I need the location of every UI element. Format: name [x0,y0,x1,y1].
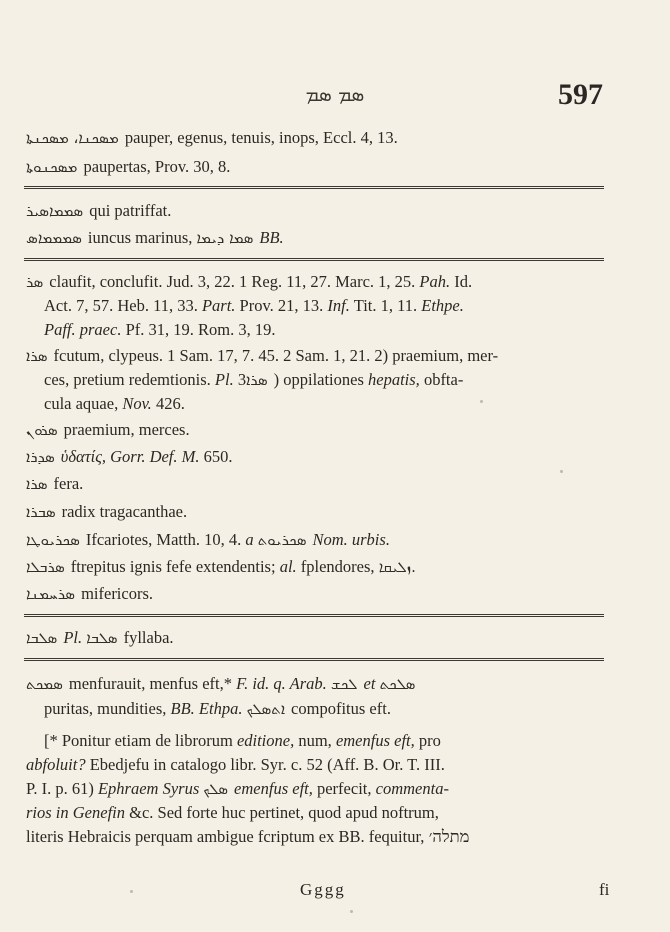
catchword: fi [599,880,610,899]
syriac-gloss: ܣܠܟܬ [379,675,416,693]
paper-speck [480,400,483,403]
syriac-word: ܣܕܪܐ [26,448,55,466]
syriac-word: ܣܪܐ [26,475,48,493]
entry-line: Paff. praec. Pf. 31, 19. Rom. 3, 19. [44,320,276,339]
running-head: ܣܡ ܣܡ [305,82,365,106]
entry-line: ܣܡܟܬ menfurauit, menfus eft,* F. id. q. Arab. ܠܟܫ et ܣܠܟܬ [26,674,416,693]
syriac-word: ܣܡܡܡܐܣ [26,229,82,247]
syriac-word: ܣܠܒܐ [26,629,58,647]
syriac-gloss: ܠܟܫ [330,675,358,693]
paper-speck [560,470,563,473]
syriac-gloss: ܣܪܐ [246,371,268,389]
paper-speck [350,910,353,913]
syriac-gloss: ܣܠܒܐ [86,629,118,647]
syriac-word: ܣܡܡܐܣܝܪ [26,202,84,220]
entry-line: ܣܪܒܠܐ ftrepitus ignis fefe extendentis; al. fplendores, ܙܠܝܩܐ. [26,557,416,576]
entry-line: ܣܡܡܡܐܣ iuncus marinus, ܣܡܐ ܕܝܡܐ BB. [26,228,284,247]
syriac-word: ܣܟܪܝܘܛܐ [26,531,80,549]
entry-line: ܣܟܪܝܘܛܐ Ifcariotes, Matth. 10, 4. a ܣܟܪܝܘܬ Nom. urbis. [26,530,390,549]
page-number: 597 [558,78,603,111]
syriac-word: ܣܡܟܬ [26,675,63,693]
section-divider [24,186,604,189]
syriac-word: ܡܣܟܢܘܬܐ [26,158,78,176]
syriac-word: ܣܪܘܢ [26,421,58,439]
section-divider [24,658,604,661]
entry-line: ܣܪܐ fcutum, clypeus. 1 Sam. 17, 7. 45. 2 Sam. 1, 21. 2) praemium, mer- [26,346,499,365]
entry-line: ܣܪܘܢ praemium, merces. [26,420,190,439]
entry-line: ܣܪ claufit, conclufit. Jud. 3, 22. 1 Reg. 11, 27. Marc. 1, 25. Pah. Id. [26,272,473,291]
section-divider [24,614,604,617]
footnote-line: [* Ponitur etiam de librorum editione, num, emenfus eft, pro [44,731,441,750]
entry-line: ܣܕܪܐ ὑδατίς, Gorr. Def. M. 650. [26,447,233,466]
syriac-word: ܣܒܪܐ [26,503,56,521]
hebrew-word: מתלה׳ [428,827,470,846]
entry-line: ܣܠܒܐ Pl. ܣܠܒܐ fyllaba. [26,628,174,647]
syriac-word: ܣܪ [26,273,44,291]
syriac-gloss: ܣܡܐ ܕܝܡܐ [196,229,254,247]
entry-line: ܣܪܐ fera. [26,474,84,493]
paper-speck [130,890,133,893]
entry-line: cula aquae, Nov. 426. [44,394,185,413]
entry-line: ܣܡܡܐܣܝܪ qui patriffat. [26,201,172,220]
footnote-line: literis Hebraicis perquam ambigue fcriptum ex BB. fequitur, מתלה׳ [26,827,470,846]
entry-line: ܣܪܚܡܢܐ mifericors. [26,584,154,603]
syriac-gloss: ܐܬܣܠܟ [246,700,286,718]
syriac-gloss: ܣܟܪܝܘܬ [257,531,307,549]
signature-mark: Gggg [300,880,346,899]
entry-line: ces, pretium redemtionis. Pl. ܣܪܐ3) oppilationes hepatis, obfta- [44,370,464,389]
footnote-line: rios in Genefin &c. Sed forte huc pertinet, quod apud noftrum, [26,803,439,822]
section-divider [24,258,604,261]
syriac-gloss: ܣܠܟ [203,780,229,798]
footnote-line: abfoluit? Ebedjefu in catalogo libr. Syr. c. 52 (Aff. B. Or. T. III. [26,755,445,774]
syriac-gloss: ܙܠܝܩܐ. [378,558,416,576]
syriac-word: ܣܪܒܠܐ [26,558,65,576]
syriac-word: ܣܪܚܡܢܐ [26,585,76,603]
entry-line: ܡܣܟܢܘܬܐ paupertas, Prov. 30, 8. [26,157,231,176]
entry-line: ܡܣܟܢܐ، ܡܣܟܢܬܐ pauper, egenus, tenuis, inops, Eccl. 4, 13. [26,128,398,147]
syriac-word: ܡܣܟܢܐ، ܡܣܟܢܬܐ [26,129,119,147]
syriac-word: ܣܪܐ [26,347,48,365]
entry-line: puritas, mundities, BB. Ethpa. ܐܬܣܠܟ compofitus eft. [44,699,391,718]
footnote-line: P. I. p. 61) Ephraem Syrus ܣܠܟ emenfus eft, perfecit, commenta- [26,779,449,798]
entry-line: ܣܒܪܐ radix tragacanthae. [26,502,188,521]
entry-line: Act. 7, 57. Heb. 11, 33. Part. Prov. 21, 13. Inf. Tit. 1, 11. Ethpe. [44,296,464,315]
